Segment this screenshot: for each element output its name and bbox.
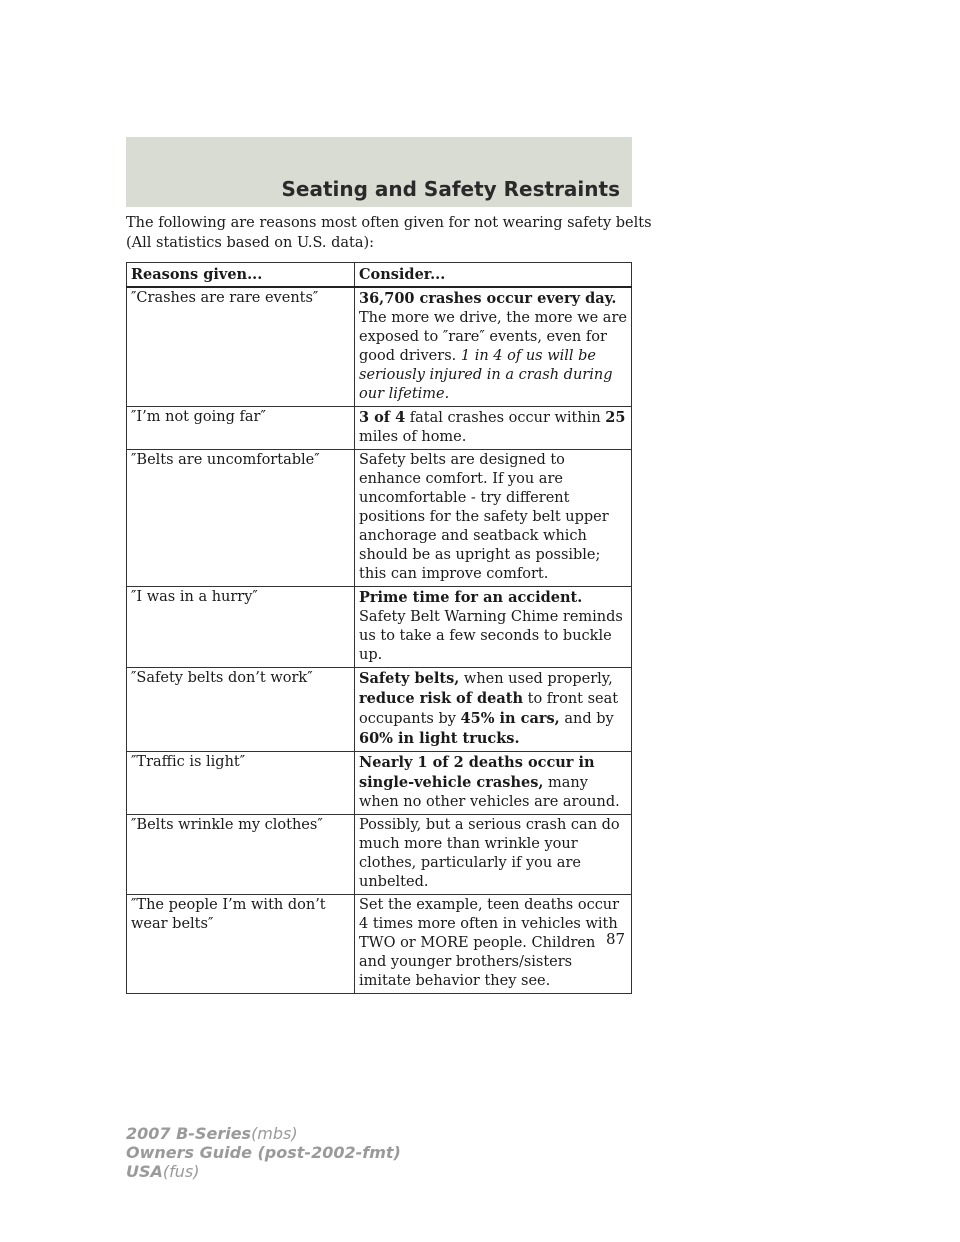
consider-text: reduce risk of death xyxy=(359,690,524,707)
reason-cell: ″I’m not going far″ xyxy=(127,407,355,450)
consider-text: miles of home. xyxy=(359,429,467,445)
consider-cell xyxy=(355,407,632,450)
consider-text: 36,700 crashes occur every day. xyxy=(359,290,617,307)
consider-text: 3 of 4 xyxy=(359,409,406,426)
reason-cell: ″The people I’m with don’t wear belts″ xyxy=(127,895,355,994)
consider-text: The more we drive, the more we are exposed to ″rare″ events, even for good drivers. xyxy=(359,310,627,364)
document-footer xyxy=(126,1124,401,1181)
table-row xyxy=(127,587,632,668)
consider-text: Possibly, but a serious crash can do much more than wrinkle your clothes, particularly if you are unbelted. xyxy=(359,817,620,890)
intro-line-1: The following are reasons most often given for not wearing safety belts xyxy=(126,215,652,231)
consider-text: Prime time for an accident. xyxy=(359,589,583,606)
footer-line-3 xyxy=(126,1162,401,1181)
consider-cell xyxy=(355,287,632,407)
reason-cell: ″Belts wrinkle my clothes″ xyxy=(127,815,355,895)
reason-cell: ″Traffic is light″ xyxy=(127,752,355,815)
reason-cell: ″Safety belts don’t work″ xyxy=(127,668,355,752)
footer-market-code: (fus) xyxy=(162,1162,200,1181)
table-row xyxy=(127,815,632,895)
consider-text: Set the example, teen deaths occur 4 times more often in vehicles with TWO or MORE people. Children and younger brothers/sisters imitate behavior they see. xyxy=(359,897,620,989)
footer-market: USA xyxy=(126,1162,163,1181)
consider-text: to front seat occupants by xyxy=(359,691,619,727)
consider-cell xyxy=(355,895,632,994)
footer-guide: Owners Guide (post-2002-fmt) xyxy=(126,1143,401,1162)
consider-text: Safety belts are designed to enhance comfort. If you are uncomfortable - try different positions for the safety belt upper anchorage and seatback which should be as upright as possible; this can improve comfort. xyxy=(359,452,609,582)
consider-text: Safety Belt Warning Chime reminds us to take a few seconds to buckle up. xyxy=(359,609,623,663)
consider-text: Nearly 1 of 2 deaths occur in single-vehicle crashes, xyxy=(359,754,595,791)
table-row xyxy=(127,287,632,407)
consider-text: 45% in cars, xyxy=(460,710,560,727)
section-header-band xyxy=(126,137,632,207)
table-row xyxy=(127,407,632,450)
consider-text: and by xyxy=(559,711,614,727)
footer-line-1 xyxy=(126,1124,401,1143)
table-row xyxy=(127,668,632,752)
reasons-table xyxy=(126,262,632,994)
header-consider: Consider... xyxy=(355,263,632,288)
page-number: 87 xyxy=(606,930,626,948)
header-reasons: Reasons given... xyxy=(127,263,355,288)
consider-text: 25 xyxy=(605,409,626,426)
reason-cell: ″Crashes are rare events″ xyxy=(127,287,355,407)
table-body xyxy=(127,287,632,994)
consider-text: Safety belts, xyxy=(359,670,460,687)
table-row xyxy=(127,752,632,815)
consider-cell xyxy=(355,752,632,815)
consider-text: when used properly, xyxy=(459,671,613,687)
footer-model: 2007 B-Series xyxy=(126,1124,252,1143)
consider-cell xyxy=(355,668,632,752)
reason-cell: ″Belts are uncomfortable″ xyxy=(127,450,355,587)
consider-cell xyxy=(355,450,632,587)
intro-line-2: (All statistics based on U.S. data): xyxy=(126,235,375,251)
section-title: Seating and Safety Restraints xyxy=(281,177,620,201)
footer-line-2 xyxy=(126,1143,401,1162)
table-row xyxy=(127,450,632,587)
consider-text: many when no other vehicles are around. xyxy=(359,775,620,810)
consider-cell xyxy=(355,587,632,668)
consider-text: 60% in light trucks. xyxy=(359,730,520,747)
footer-model-code: (mbs) xyxy=(251,1124,298,1143)
consider-text: fatal crashes occur within xyxy=(405,410,606,426)
consider-cell xyxy=(355,815,632,895)
table-row xyxy=(127,895,632,994)
table-header-row xyxy=(127,263,632,288)
consider-text: 1 in 4 of us will be seriously injured in a crash during our lifetime. xyxy=(359,348,613,402)
intro-paragraph xyxy=(126,213,652,253)
reason-cell: ″I was in a hurry″ xyxy=(127,587,355,668)
